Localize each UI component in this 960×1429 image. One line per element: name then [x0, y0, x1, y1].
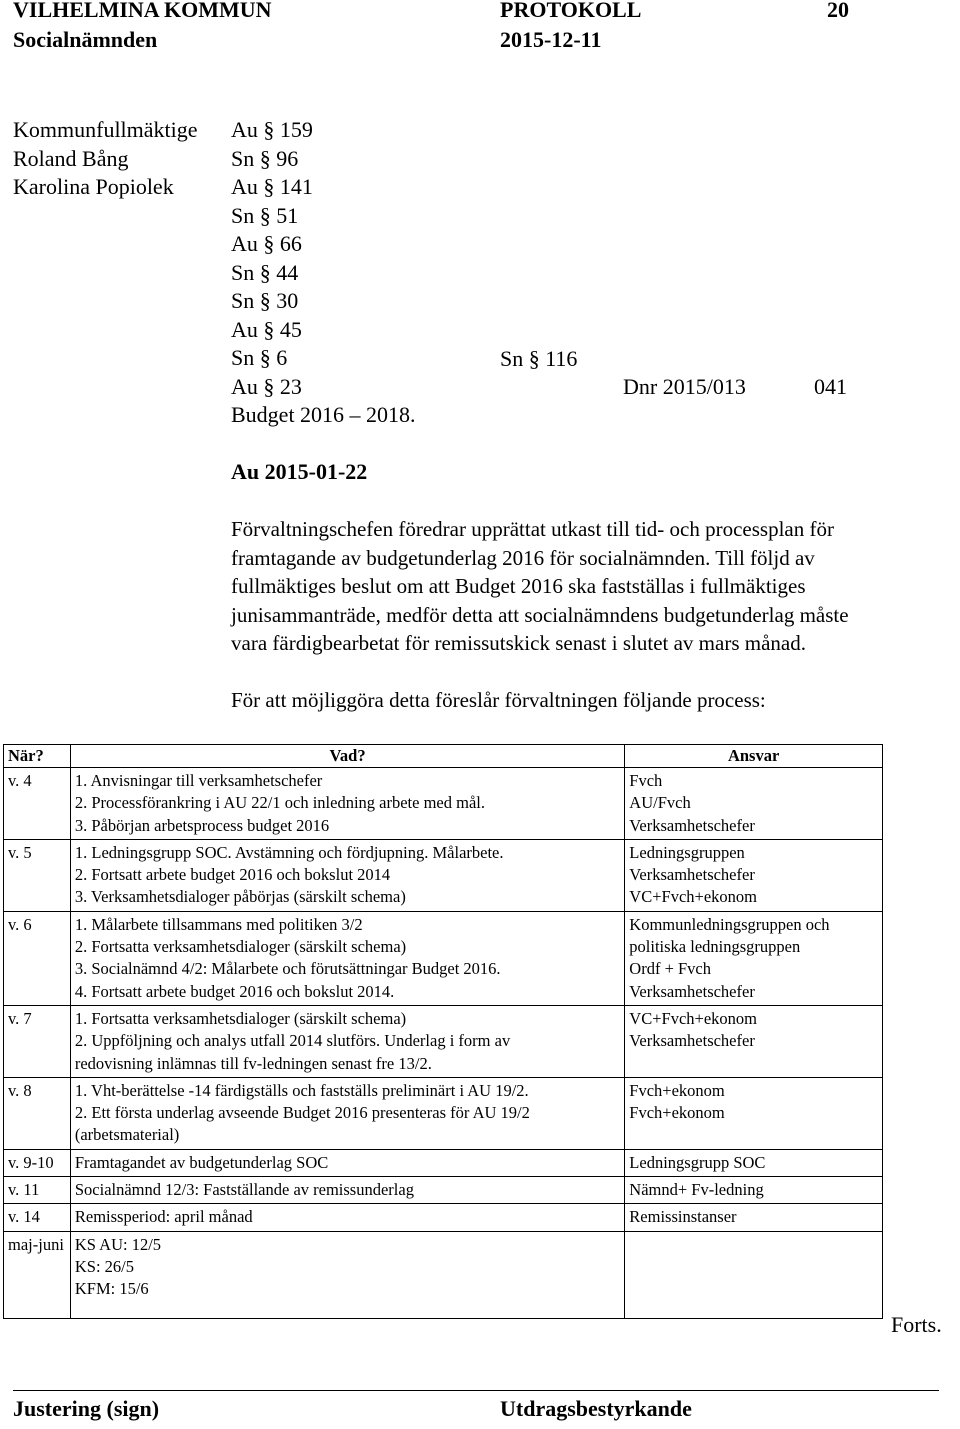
- activity-line: 3. Påbörjan arbetsprocess budget 2016: [74, 815, 330, 835]
- reference: Sn § 30: [231, 288, 299, 313]
- reference: Sn § 51: [231, 202, 299, 228]
- cell-when: v. 9-10: [4, 1149, 71, 1176]
- activity-line: 1. Vht-berättelse -14 färdigställs och fastställs preliminärt i AU 19/2.: [74, 1080, 529, 1100]
- cell-when: v. 11: [4, 1177, 71, 1204]
- table-row: [4, 1077, 883, 1149]
- reference: Au § 66: [231, 231, 302, 256]
- column-header-when: När?: [4, 745, 71, 768]
- process-table: [3, 744, 883, 1319]
- reference: Au § 141: [231, 174, 313, 199]
- cell-when: v. 14: [4, 1204, 71, 1231]
- cell-responsible: [625, 1231, 883, 1318]
- process-intro: För att möjliggöra detta föreslår förvaltningen följande process:: [231, 688, 766, 712]
- footer-divider: [13, 1390, 939, 1391]
- activity-line: 3. Socialnämnd 4/2: Målarbete och förutsättningar Budget 2016.: [74, 959, 501, 979]
- body-line: framtagande av budgetunderlag 2016 för socialnämnden. Till följd av: [231, 545, 815, 570]
- cell-when: v. 6: [4, 911, 71, 1005]
- reference: Sn § 44: [231, 259, 299, 285]
- recipient: Roland Bång: [13, 145, 129, 171]
- table-row: [4, 911, 883, 1005]
- responsible-line: Ledningsgrupp SOC: [629, 1152, 766, 1172]
- responsible-line: Fvch+ekonom: [629, 1080, 725, 1100]
- activity-line: 1. Ledningsgrupp SOC. Avstämning och fördjupning. Målarbete.: [74, 842, 504, 862]
- cell-responsible: [625, 1005, 883, 1077]
- reference: Au § 45: [231, 316, 302, 342]
- activity-line: 1. Anvisningar till verksamhetschefer: [74, 771, 323, 790]
- responsible-line: VC+Fvch+ekonom: [629, 887, 757, 907]
- cell-what: [70, 1177, 624, 1204]
- responsible-line: Verksamhetschefer: [629, 981, 755, 1001]
- table-row: [4, 1005, 883, 1077]
- responsible-line: Nämnd+ Fv-ledning: [629, 1180, 764, 1200]
- responsible-line: Ordf + Fvch: [629, 959, 712, 979]
- activity-line: 2. Uppföljning och analys utfall 2014 slutförs. Underlag i form av: [74, 1031, 511, 1051]
- activity-line: 3. Verksamhetsdialoger påbörjas (särskilt schema): [74, 887, 406, 907]
- cell-when: v. 4: [4, 768, 71, 840]
- column-header-responsible: Ansvar: [625, 745, 883, 768]
- activity-line: 2. Processförankring i AU 22/1 och inledning arbete med mål.: [74, 793, 485, 813]
- responsible-line: Remissinstanser: [629, 1207, 737, 1227]
- cell-what: [70, 1005, 624, 1077]
- responsible-line: Verksamhetschefer: [629, 865, 755, 885]
- reference: Au § 23: [231, 373, 302, 399]
- table-row: [4, 1149, 883, 1176]
- cell-when: v. 7: [4, 1005, 71, 1077]
- body-paragraph: [231, 515, 849, 658]
- table-row: [4, 768, 883, 840]
- cell-responsible: [625, 839, 883, 911]
- body-line: junisammanträde, medför detta att socialnämndens budgetunderlag måste: [231, 602, 849, 627]
- reference: Au § 159: [231, 117, 313, 142]
- continued-label: Forts.: [891, 1312, 942, 1337]
- cell-what: [70, 768, 624, 840]
- cell-what: [70, 1231, 624, 1318]
- activity-line: 1. Fortsatta verksamhetsdialoger (särskilt schema): [74, 1008, 407, 1028]
- meeting-date: 2015-12-11: [500, 27, 602, 52]
- responsible-line: AU/Fvch: [629, 793, 691, 813]
- cell-when: v. 8: [4, 1077, 71, 1149]
- cell-responsible: [625, 1177, 883, 1204]
- activity-line: Remissperiod: april månad: [74, 1207, 253, 1227]
- case-dnr: Dnr 2015/013: [623, 374, 746, 399]
- org-name: VILHELMINA KOMMUN: [13, 0, 272, 22]
- responsible-line: politiska ledningsgruppen: [629, 937, 801, 957]
- activity-line: KS: 26/5: [74, 1256, 134, 1276]
- responsible-line: Verksamhetschefer: [629, 815, 755, 835]
- page-number: 20: [827, 0, 849, 22]
- table-row: [4, 1231, 883, 1318]
- case-paragraph: Sn § 116: [500, 345, 578, 371]
- table-header-row: [4, 745, 883, 768]
- activity-line: 2. Fortsatta verksamhetsdialoger (särskilt schema): [74, 937, 407, 957]
- activity-line: KFM: 15/6: [74, 1279, 149, 1299]
- activity-line: (arbetsmaterial): [74, 1125, 180, 1145]
- recipient: Kommunfullmäktige: [13, 117, 198, 142]
- table-row: [4, 839, 883, 911]
- cell-responsible: [625, 1077, 883, 1149]
- activity-line: 2. Ett första underlag avseende Budget 2016 presenteras för AU 19/2: [74, 1103, 530, 1123]
- table-row: [4, 1204, 883, 1231]
- recipients-list: [13, 116, 198, 202]
- activity-line: 1. Målarbete tillsammans med politiken 3/2: [74, 914, 363, 934]
- footer-utdragsbestyrkande: Utdragsbestyrkande: [500, 1396, 692, 1421]
- responsible-line: Verksamhetschefer: [629, 1031, 755, 1051]
- cell-responsible: [625, 768, 883, 840]
- recipient: Karolina Popiolek: [13, 174, 174, 199]
- cell-what: [70, 1149, 624, 1176]
- responsible-line: Fvch+ekonom: [629, 1103, 725, 1123]
- cell-when: maj-juni: [4, 1231, 71, 1318]
- reference: Sn § 96: [231, 145, 299, 171]
- responsible-line: Ledningsgruppen: [629, 842, 745, 862]
- activity-line: KS AU: 12/5: [74, 1234, 162, 1254]
- responsible-line: Kommunledningsgruppen och: [629, 914, 830, 934]
- activity-line: Socialnämnd 12/3: Fastställande av remissunderlag: [74, 1180, 414, 1200]
- body-line: Förvaltningschefen föredrar upprättat utkast till tid- och processplan för: [231, 517, 834, 541]
- document-type: PROTOKOLL: [500, 0, 642, 22]
- responsible-line: Fvch: [629, 771, 663, 790]
- cell-when: v. 5: [4, 839, 71, 911]
- column-header-what: Vad?: [70, 745, 624, 768]
- cell-what: [70, 839, 624, 911]
- au-heading: Au 2015-01-22: [231, 459, 368, 484]
- reference-list: [231, 116, 416, 430]
- activity-line: 2. Fortsatt arbete budget 2016 och bokslut 2014: [74, 865, 391, 885]
- activity-line: redovisning inlämnas till fv-ledningen senast fre 13/2.: [74, 1053, 432, 1073]
- department-name: Socialnämnden: [13, 27, 158, 52]
- case-title: Budget 2016 – 2018.: [231, 402, 416, 427]
- table-row: [4, 1177, 883, 1204]
- cell-what: [70, 1204, 624, 1231]
- cell-responsible: [625, 1204, 883, 1231]
- cell-responsible: [625, 911, 883, 1005]
- cell-what: [70, 911, 624, 1005]
- footer-justering: Justering (sign): [13, 1396, 160, 1421]
- responsible-line: VC+Fvch+ekonom: [629, 1008, 757, 1028]
- body-line: vara färdigbearbetat för remissutskick senast i slutet av mars månad.: [231, 631, 806, 655]
- reference: Sn § 6: [231, 345, 288, 370]
- body-line: fullmäktiges beslut om att Budget 2016 ska fastställas i fullmäktiges: [231, 574, 806, 598]
- cell-responsible: [625, 1149, 883, 1176]
- case-code: 041: [814, 374, 847, 399]
- activity-line: 4. Fortsatt arbete budget 2016 och bokslut 2014.: [74, 981, 395, 1001]
- cell-what: [70, 1077, 624, 1149]
- activity-line: Framtagandet av budgetunderlag SOC: [74, 1152, 329, 1172]
